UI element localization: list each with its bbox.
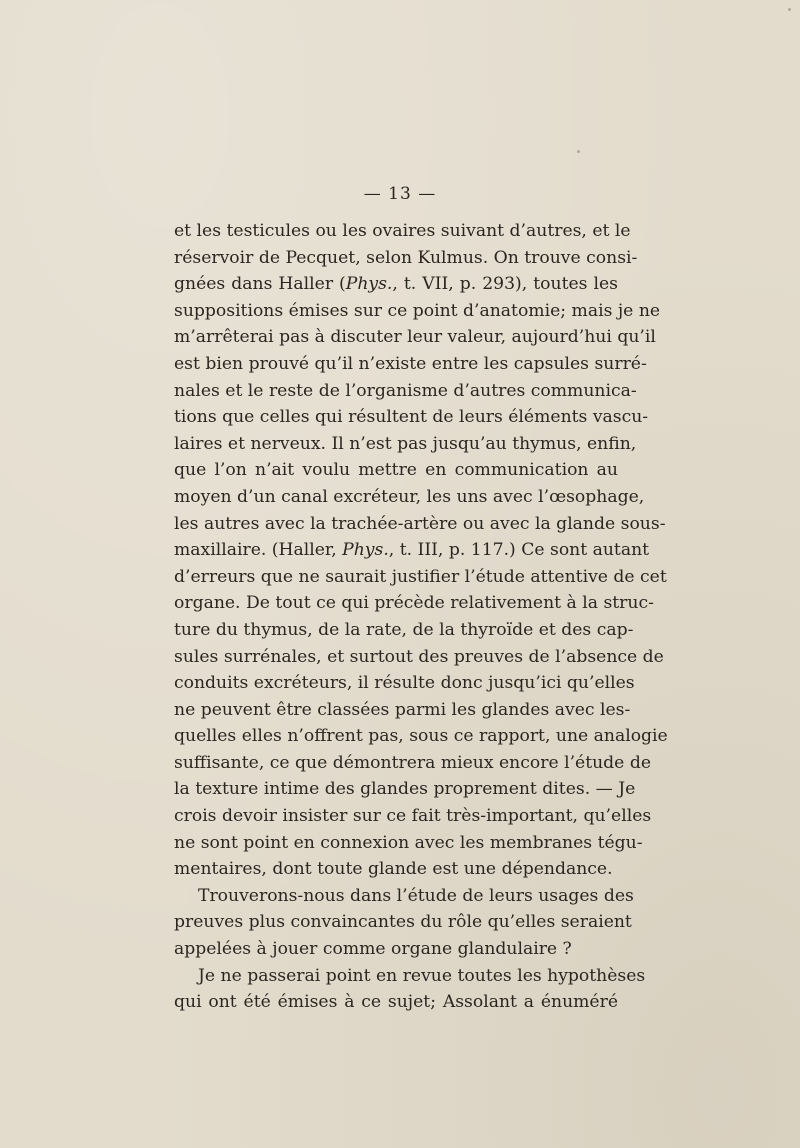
text-segment: maxillaire. (Haller, bbox=[174, 540, 343, 561]
text-line: nales et le reste de l’organisme d’autres communica- bbox=[174, 380, 637, 401]
text-line: Je ne passerai point en revue toutes les hypothèses bbox=[198, 965, 646, 986]
paper-speck bbox=[577, 150, 580, 153]
text-segment: , t. VII, p. 293), toutes les bbox=[392, 274, 618, 295]
text-line: réservoir de Pecquet, selon Kulmus. On trouve consi- bbox=[174, 247, 638, 268]
text-line: moyen d’un canal excréteur, les uns avec l’œsophage, bbox=[174, 486, 645, 507]
text-line: ne sont point en connexion avec les membranes tégu- bbox=[174, 832, 643, 853]
text-line: preuves plus convaincantes du rôle qu’elles seraient bbox=[174, 912, 632, 933]
text-line: suppositions émises sur ce point d’anatomie; mais je ne bbox=[174, 300, 661, 321]
text-line: les autres avec la trachée-artère ou avec la glande sous- bbox=[174, 513, 666, 534]
text-line: organe. De tout ce qui précède relativement à la struc- bbox=[174, 593, 654, 614]
text-line: mentaires, dont toute glande est une dépendance. bbox=[174, 859, 613, 880]
text-line: quelles elles n’offrent pas, sous ce rapport, une analogie bbox=[174, 726, 668, 747]
text-line: et les testicules ou les ovaires suivant d’autres, et le bbox=[174, 221, 631, 241]
body-text bbox=[174, 218, 668, 1016]
text-line: sules surrénales, et surtout des preuves de l’absence de bbox=[174, 646, 664, 667]
text-line: ture du thymus, de la rate, de la thyroïde et des cap- bbox=[174, 619, 634, 640]
text-line: conduits excréteurs, il résulte donc jusqu’ici qu’elles bbox=[174, 673, 635, 694]
text-line: suffisante, ce que démontrera mieux encore l’étude de bbox=[174, 752, 651, 773]
citation-title: Phys. bbox=[345, 274, 393, 295]
citation-title: Phys. bbox=[342, 540, 389, 561]
text-line: appelées à jouer comme organe glandulaire ? bbox=[174, 939, 572, 960]
text-line bbox=[174, 271, 618, 298]
text-line: est bien prouvé qu’il n’existe entre les capsules surré- bbox=[174, 353, 647, 374]
text-line bbox=[174, 537, 650, 564]
text-line: d’erreurs que ne saurait justifier l’étude attentive de cet bbox=[174, 566, 667, 587]
text-line: laires et nerveux. Il n’est pas jusqu’au thymus, enfin, bbox=[174, 433, 637, 454]
text-line: qui ont été émises à ce sujet; Assolant a énuméré bbox=[174, 992, 618, 1013]
text-segment: , t. III, p. 117.) Ce sont autant bbox=[388, 540, 650, 561]
text-line: que l’on n’ait voulu mettre en communication au bbox=[174, 460, 618, 481]
text-line: m’arrêterai pas à discuter leur valeur, aujourd’hui qu’il bbox=[174, 327, 656, 348]
text-line: ne peuvent être classées parmi les glandes avec les- bbox=[174, 699, 631, 720]
paper-speck bbox=[788, 8, 791, 11]
text-segment: gnées dans Haller ( bbox=[174, 274, 346, 295]
text-line: la texture intime des glandes proprement dites. — Je bbox=[174, 779, 636, 800]
text-line: crois devoir insister sur ce fait très-important, qu’elles bbox=[174, 806, 652, 827]
text-line: tions que celles qui résultent de leurs éléments vascu- bbox=[174, 407, 649, 428]
text-line: Trouverons-nous dans l’étude de leurs usages des bbox=[198, 885, 634, 906]
page-number: — 13 — bbox=[363, 184, 437, 204]
